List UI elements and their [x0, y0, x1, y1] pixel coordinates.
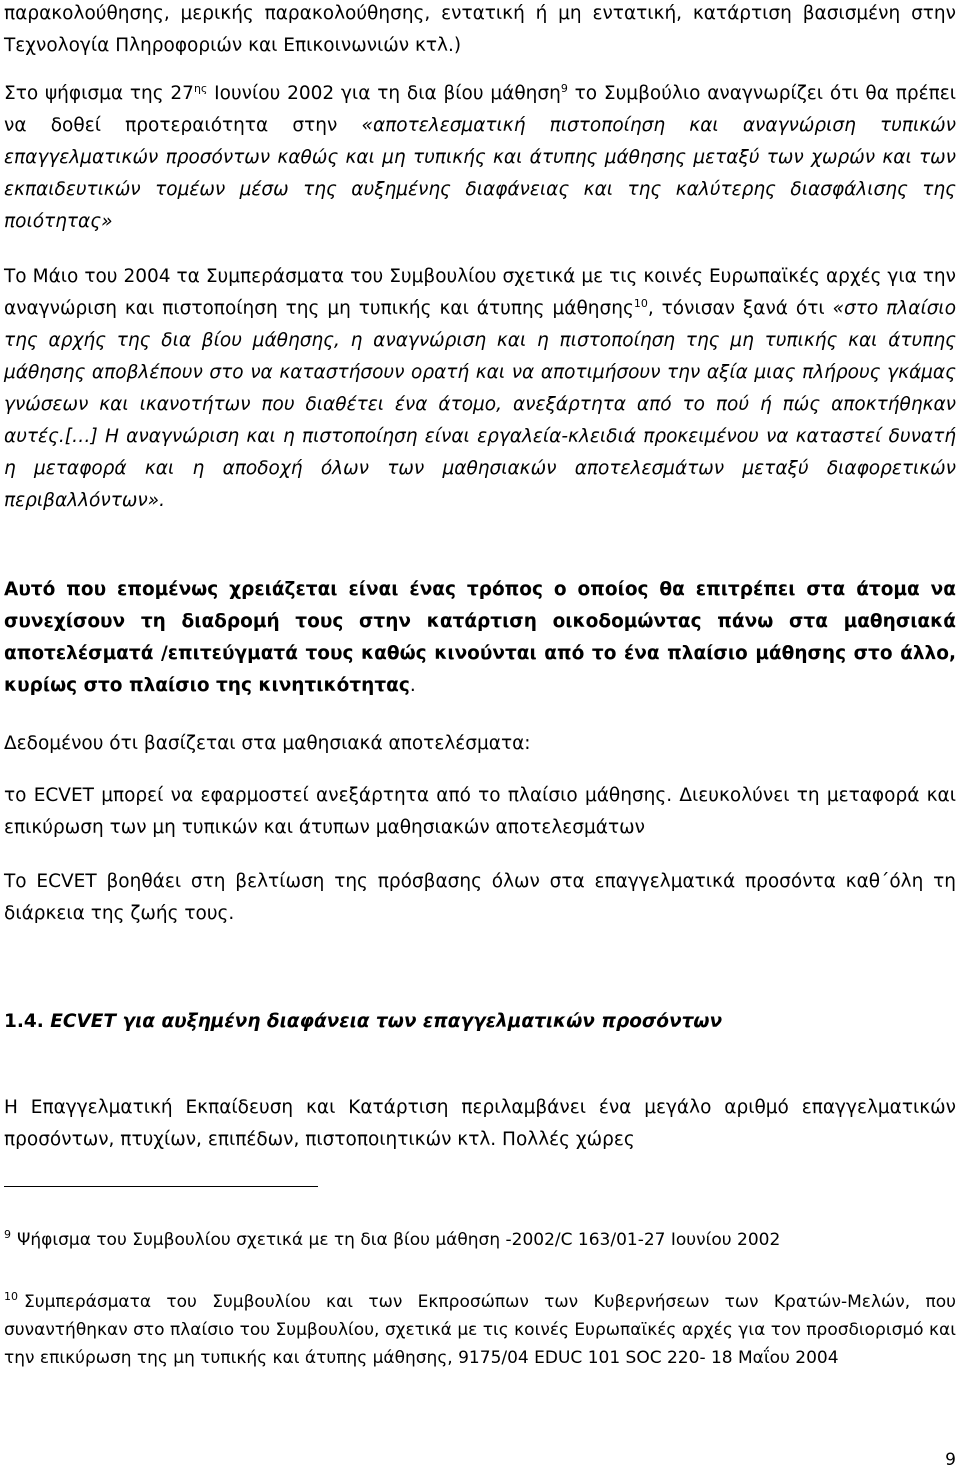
quoted-text: «αποτελεσματική πιστοποίηση και αναγνώριση τυπικών επαγγελματικών προσόντων καθώς και μη τυπικής και άτυπης μάθησης μεταξύ των χωρών και των εκπαιδευτικών τομέων μέσω της αυξημένης διαφάνειας και της καλύτερης διασφάλισης της ποιότητας»	[4, 115, 956, 232]
paragraph-resolution-2002	[4, 78, 956, 238]
footnote-number: 10	[4, 1290, 18, 1304]
paragraph-ecvet-applied	[4, 780, 956, 844]
footnote-text: Συμπεράσματα του Συμβουλίου και των Εκπροσώπων των Κυβερνήσεων των Κρατών-Μελών, που συναντήθηκαν στο πλαίσιο του Συμβουλίου, σχετικά με τις κοινές Ευρωπαϊκές αρχές για τον προσδιορισμό και την επικύρωση της μη τυπικής και άτυπης μάθησης, 9175/04 EDUC 101 SOC 220- 18 Μαΐου 2004	[4, 1292, 956, 1368]
paragraph-continuation	[4, 0, 956, 62]
ordinal-superscript: ης	[193, 81, 208, 95]
footnote-text: Ψήφισμα του Συμβουλίου σχετικά με τη δια βίου μάθηση -2002/C 163/01-27 Ιουνίου 2002	[17, 1230, 781, 1250]
paragraph-bold-statement	[4, 574, 956, 702]
page-number: 9	[945, 1450, 956, 1470]
quoted-text: «στο πλαίσιο της αρχής της δια βίου μάθησης, η αναγνώριση και η πιστοποίηση της μη τυπικής και άτυπης μάθησης αποβλέπουν στο να καταστήσουν ορατή και να αποτιμήσουν την αξία μιας πλήρους γκάμας γνώσεων και ικανοτήτων που διαθέτει ένα άτομο, ανεξάρτητα από το πού ή πώς αποκτήθηκαν αυτές.[…] Η αναγνώριση και η πιστοποίηση είναι εργαλεία-κλειδιά προκειμένου να καταστεί δυνατή η μεταφορά και η αποδοχή όλων των μαθησιακών αποτελεσμάτων μεταξύ διαφορετικών περιβαλλόντων».	[4, 298, 957, 511]
paragraph-text: .	[409, 675, 416, 696]
section-title: ECVET για αυξημένη διαφάνεια των επαγγελματικών προσόντων	[43, 1011, 723, 1032]
paragraph-text: Το Μάιο του 2004 τα Συμπεράσματα του Συμβουλίου σχετικά με τις κοινές Ευρωπαϊκές αρχές για την αναγνώριση και πιστοποίηση της μη τυπικής και άτυπης μάθησης	[4, 266, 956, 319]
section-number: 1.4.	[4, 1011, 44, 1032]
footnote-number: 9	[4, 1228, 11, 1242]
footnote-ref-9[interactable]: 9	[560, 81, 568, 95]
section-heading	[4, 1006, 956, 1038]
bold-text: Αυτό που επομένως χρειάζεται είναι ένας τρόπος ο οποίος θα επιτρέπει στα άτομα να συνεχίσουν τη διαδρομή τους στην κατάρτιση οικοδομώντας πάνω στα μαθησιακά αποτελέσματά /επιτεύγματά τους καθώς κινούνται από το ένα πλαίσιο μάθησης στο άλλο, κυρίως στο πλαίσιο της κινητικότητας	[4, 579, 956, 696]
footnote-ref-10[interactable]: 10	[633, 296, 648, 310]
paragraph-text: Το ECVET βοηθάει στη βελτίωση της πρόσβασης όλων στα επαγγελματικά προσόντα καθ΄όλη τη διάρκεια της ζωής τους.	[4, 871, 956, 924]
paragraph-learning-outcomes-intro	[4, 728, 956, 760]
paragraph-text: το ECVET μπορεί να εφαρμοστεί ανεξάρτητα από το πλαίσιο μάθησης. Διευκολύνει τη μεταφορά και επικύρωση των μη τυπικών και άτυπων μαθησιακών αποτελεσμάτων	[4, 785, 956, 838]
paragraph-text: Δεδομένου ότι βασίζεται στα μαθησιακά αποτελέσματα:	[4, 733, 531, 754]
paragraph-vet-qualifications	[4, 1092, 956, 1156]
paragraph-text: Ιουνίου 2002 για τη δια βίου μάθηση	[207, 83, 561, 104]
paragraph-text: , τόνισαν ξανά ότι	[647, 298, 833, 319]
paragraph-text: το Συμβούλιο αναγνωρίζει ότι θα πρέπει να δοθεί προτεραιότητα στην	[4, 83, 957, 136]
footnote-9	[4, 1226, 956, 1254]
footnote-10	[4, 1288, 956, 1372]
footnote-separator	[4, 1186, 318, 1187]
paragraph-text: παρακολούθησης, μερικής παρακολούθησης, εντατική ή μη εντατική, κατάρτιση βασισμένη στην Τεχνολογία Πληροφοριών και Επικοινωνιών κτλ.)	[4, 3, 956, 56]
paragraph-ecvet-access	[4, 866, 956, 930]
paragraph-text: Στο ψήφισμα της 27	[4, 83, 194, 104]
paragraph-text: Η Επαγγελματική Εκπαίδευση και Κατάρτιση περιλαμβάνει ένα μεγάλο αριθμό επαγγελματικών προσόντων, πτυχίων, επιπέδων, πιστοποιητικών κτλ. Πολλές χώρες	[4, 1097, 956, 1150]
paragraph-conclusions-2004	[4, 261, 956, 517]
